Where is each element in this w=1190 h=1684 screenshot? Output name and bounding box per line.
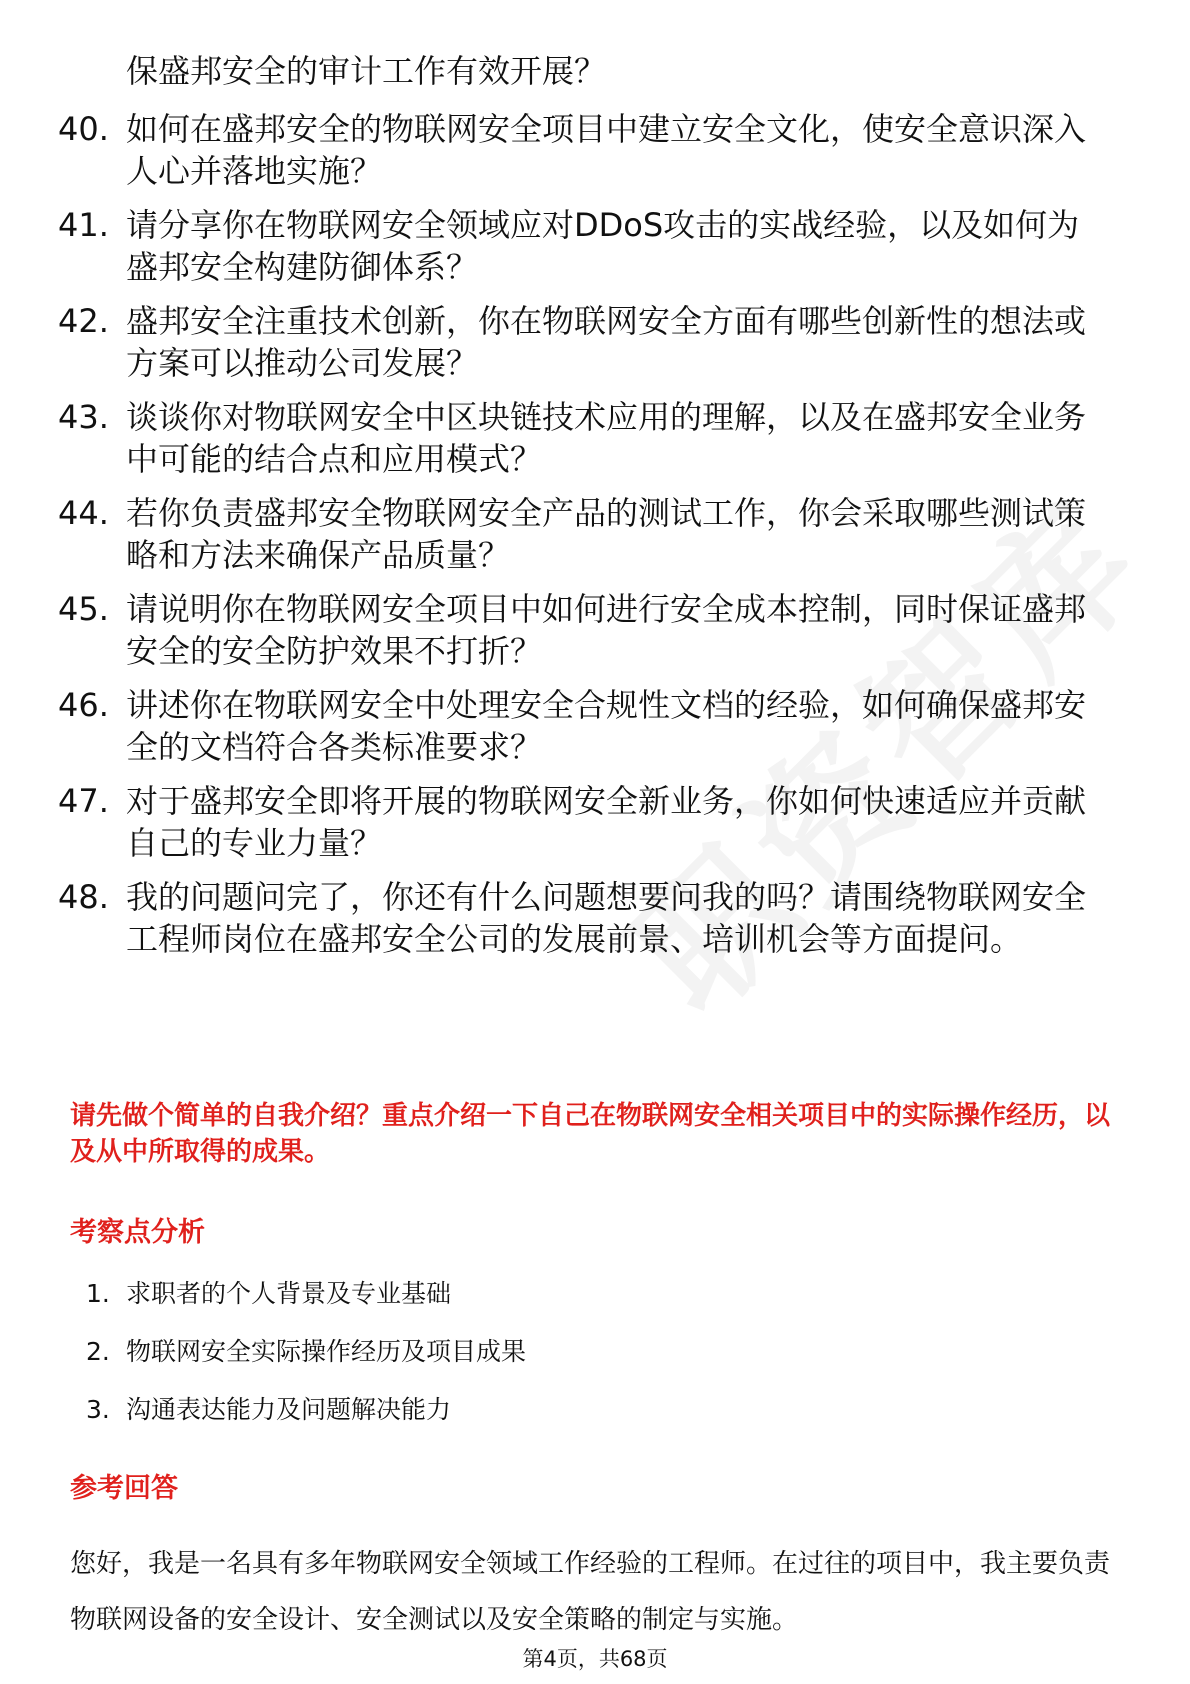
question-number: 40. [58,110,109,148]
question-number: 44. [58,494,109,532]
question-text: 讲述你在物联网安全中处理安全合规性文档的经验，如何确保盛邦安全的文档符合各类标准要求？ [126,686,1087,766]
analysis-point-number: 1. [86,1279,110,1308]
question-text: 我的问题问完了，你还有什么问题想要问我的吗？请围绕物联网安全工程师岗位在盛邦安全公司的发展前景、培训机会等方面提问。 [126,878,1087,958]
question-item [58,50,1108,92]
page-footer: 第4页，共68页 [522,1647,668,1671]
analysis-point-text: 求职者的个人背景及专业基础 [126,1279,452,1308]
question-text: 请分享你在物联网安全领域应对DDoS攻击的实战经验，以及如何为盛邦安全构建防御体系？ [126,206,1080,286]
question-number: 41. [58,206,109,244]
question-text: 如何在盛邦安全的物联网安全项目中建立安全文化，使安全意识深入人心并落地实施？ [126,110,1087,190]
question-item [58,492,1108,576]
analysis-point [86,1278,451,1310]
question-number: 48. [58,878,109,916]
question-number: 46. [58,686,109,724]
question-item [58,396,1108,480]
question-item [58,108,1108,192]
analysis-point [86,1336,526,1368]
question-item [58,300,1108,384]
question-text: 若你负责盛邦安全物联网安全产品的测试工作，你会采取哪些测试策略和方法来确保产品质量？ [126,494,1087,574]
analysis-point-text: 物联网安全实际操作经历及项目成果 [126,1337,527,1366]
question-number: 43. [58,398,109,436]
question-text: 保盛邦安全的审计工作有效开展？ [126,52,607,90]
answer-title: 参考回答 [70,1473,178,1504]
question-number: 47. [58,782,109,820]
question-text: 对于盛邦安全即将开展的物联网安全新业务，你如何快速适应并贡献自己的专业力量？ [126,782,1087,862]
analysis-point-number: 3. [86,1395,110,1424]
question-text: 请说明你在物联网安全项目中如何进行安全成本控制，同时保证盛邦安全的安全防护效果不打折？ [126,590,1087,670]
analysis-title: 考察点分析 [70,1217,205,1248]
question-text: 盛邦安全注重技术创新，你在物联网安全方面有哪些创新性的想法或方案可以推动公司发展？ [126,302,1087,382]
analysis-point [86,1394,451,1426]
analysis-point-number: 2. [86,1337,110,1366]
question-text: 谈谈你对物联网安全中区块链技术应用的理解，以及在盛邦安全业务中可能的结合点和应用模式？ [126,398,1087,478]
question-item [58,876,1108,960]
intro-question-heading: 请先做个简单的自我介绍？重点介绍一下自己在物联网安全相关项目中的实际操作经历，以及从中所取得的成果。 [70,1101,1111,1167]
question-item [58,204,1108,288]
question-item [58,588,1108,672]
analysis-point-text: 沟通表达能力及问题解决能力 [126,1395,452,1424]
question-number: 42. [58,302,109,340]
answer-text: 您好，我是一名具有多年物联网安全领域工作经验的工程师。在过往的项目中，我主要负责物联网设备的安全设计、安全测试以及安全策略的制定与实施。 [70,1549,1111,1635]
question-number: 45. [58,590,109,628]
question-item [58,780,1108,864]
question-item [58,684,1108,768]
